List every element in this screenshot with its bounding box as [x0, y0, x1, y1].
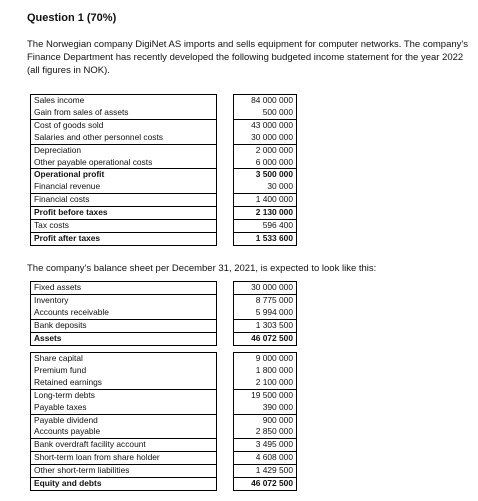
row-value: 500 000 — [234, 107, 297, 119]
column-gap — [217, 353, 234, 365]
row-label: Payable taxes — [31, 402, 217, 414]
column-gap — [217, 365, 234, 377]
table-row — [31, 307, 297, 319]
row-value: 1 400 000 — [234, 194, 297, 207]
row-label: Equity and debts — [31, 478, 217, 491]
row-label: Accounts receivable — [31, 307, 217, 319]
row-label: Long-term debts — [31, 389, 217, 401]
row-value: 2 100 000 — [234, 377, 297, 389]
column-gap — [217, 389, 234, 401]
row-label: Gain from sales of assets — [31, 107, 217, 119]
row-label: Cost of goods sold — [31, 119, 217, 131]
table-row — [31, 157, 297, 169]
row-label: Depreciation — [31, 144, 217, 156]
column-gap — [217, 119, 234, 131]
row-label: Other short-term liabilities — [31, 465, 217, 478]
table-row — [31, 294, 297, 306]
row-label: Tax costs — [31, 220, 217, 233]
row-value: 43 000 000 — [234, 119, 297, 131]
column-gap — [217, 294, 234, 306]
table-row — [31, 107, 297, 119]
column-gap — [217, 377, 234, 389]
column-gap — [217, 107, 234, 119]
table-row — [31, 402, 297, 414]
row-value: 5 994 000 — [234, 307, 297, 319]
row-label: Sales income — [31, 95, 217, 107]
equity-and-debts-table — [30, 352, 297, 491]
table-row — [31, 365, 297, 377]
row-label: Fixed assets — [31, 282, 217, 295]
column-gap — [217, 144, 234, 156]
table-row — [31, 414, 297, 426]
row-value: 46 072 500 — [234, 332, 297, 345]
table-row — [31, 389, 297, 401]
assets-table — [30, 281, 297, 346]
row-value: 2 850 000 — [234, 426, 297, 438]
column-gap — [217, 414, 234, 426]
row-label: Assets — [31, 332, 217, 345]
row-value: 3 495 000 — [234, 439, 297, 452]
row-value: 84 000 000 — [234, 95, 297, 107]
row-value: 3 500 000 — [234, 169, 297, 181]
column-gap — [217, 220, 234, 233]
column-gap — [217, 169, 234, 181]
table-row — [31, 439, 297, 452]
column-gap — [217, 194, 234, 207]
row-label: Retained earnings — [31, 377, 217, 389]
row-value: 1 533 600 — [234, 232, 297, 245]
row-label: Profit after taxes — [31, 232, 217, 245]
row-label: Accounts payable — [31, 426, 217, 438]
table-row — [31, 232, 297, 245]
table-row — [31, 194, 297, 207]
table-row — [31, 332, 297, 345]
table-row — [31, 119, 297, 131]
row-label: Short-term loan from share holder — [31, 452, 217, 465]
row-value: 1 303 500 — [234, 319, 297, 332]
row-label: Salaries and other personnel costs — [31, 132, 217, 144]
column-gap — [217, 402, 234, 414]
table-row — [31, 465, 297, 478]
row-value: 2 000 000 — [234, 144, 297, 156]
row-value: 900 000 — [234, 414, 297, 426]
row-value: 30 000 000 — [234, 132, 297, 144]
table-row — [31, 282, 297, 295]
column-gap — [217, 95, 234, 107]
row-label: Bank overdraft facility account — [31, 439, 217, 452]
column-gap — [217, 332, 234, 345]
row-label: Payable dividend — [31, 414, 217, 426]
table-row — [31, 220, 297, 233]
table-row — [31, 95, 297, 107]
row-value: 596 400 — [234, 220, 297, 233]
table-row — [31, 132, 297, 144]
table-row — [31, 452, 297, 465]
row-value: 6 000 000 — [234, 157, 297, 169]
column-gap — [217, 132, 234, 144]
row-value: 1 800 000 — [234, 365, 297, 377]
column-gap — [217, 181, 234, 193]
row-value: 390 000 — [234, 402, 297, 414]
row-label: Other payable operational costs — [31, 157, 217, 169]
balance-sheet-intro: The company's balance sheet per December 31, 2021, is expected to look like this: — [27, 263, 377, 274]
row-value: 19 500 000 — [234, 389, 297, 401]
table-row — [31, 144, 297, 156]
column-gap — [217, 452, 234, 465]
column-gap — [217, 307, 234, 319]
row-label: Profit before taxes — [31, 207, 217, 220]
table-row — [31, 353, 297, 365]
row-value: 46 072 500 — [234, 478, 297, 491]
table-row — [31, 169, 297, 181]
row-value: 30 000 — [234, 181, 297, 193]
table-row — [31, 181, 297, 193]
table-row — [31, 377, 297, 389]
column-gap — [217, 478, 234, 491]
row-value: 8 775 000 — [234, 294, 297, 306]
income-statement-table — [30, 94, 297, 246]
column-gap — [217, 426, 234, 438]
row-value: 30 000 000 — [234, 282, 297, 295]
row-label: Financial revenue — [31, 181, 217, 193]
column-gap — [217, 232, 234, 245]
row-label: Operational profit — [31, 169, 217, 181]
table-row — [31, 319, 297, 332]
column-gap — [217, 465, 234, 478]
column-gap — [217, 439, 234, 452]
table-row — [31, 478, 297, 491]
table-row — [31, 426, 297, 438]
column-gap — [217, 282, 234, 295]
row-label: Financial costs — [31, 194, 217, 207]
row-label: Premium fund — [31, 365, 217, 377]
row-label: Inventory — [31, 294, 217, 306]
row-value: 9 000 000 — [234, 353, 297, 365]
row-value: 4 608 000 — [234, 452, 297, 465]
column-gap — [217, 207, 234, 220]
row-label: Bank deposits — [31, 319, 217, 332]
column-gap — [217, 157, 234, 169]
column-gap — [217, 319, 234, 332]
row-value: 1 429 500 — [234, 465, 297, 478]
question-heading: Question 1 (70%) — [27, 12, 117, 24]
intro-paragraph: The Norwegian company DigiNet AS imports and sells equipment for computer networks. The company's Finance Department has recently developed the following budgeted income statement for the year 2022 (all figures in NOK). — [27, 39, 468, 76]
row-value: 2 130 000 — [234, 207, 297, 220]
table-row — [31, 207, 297, 220]
row-label: Share capital — [31, 353, 217, 365]
